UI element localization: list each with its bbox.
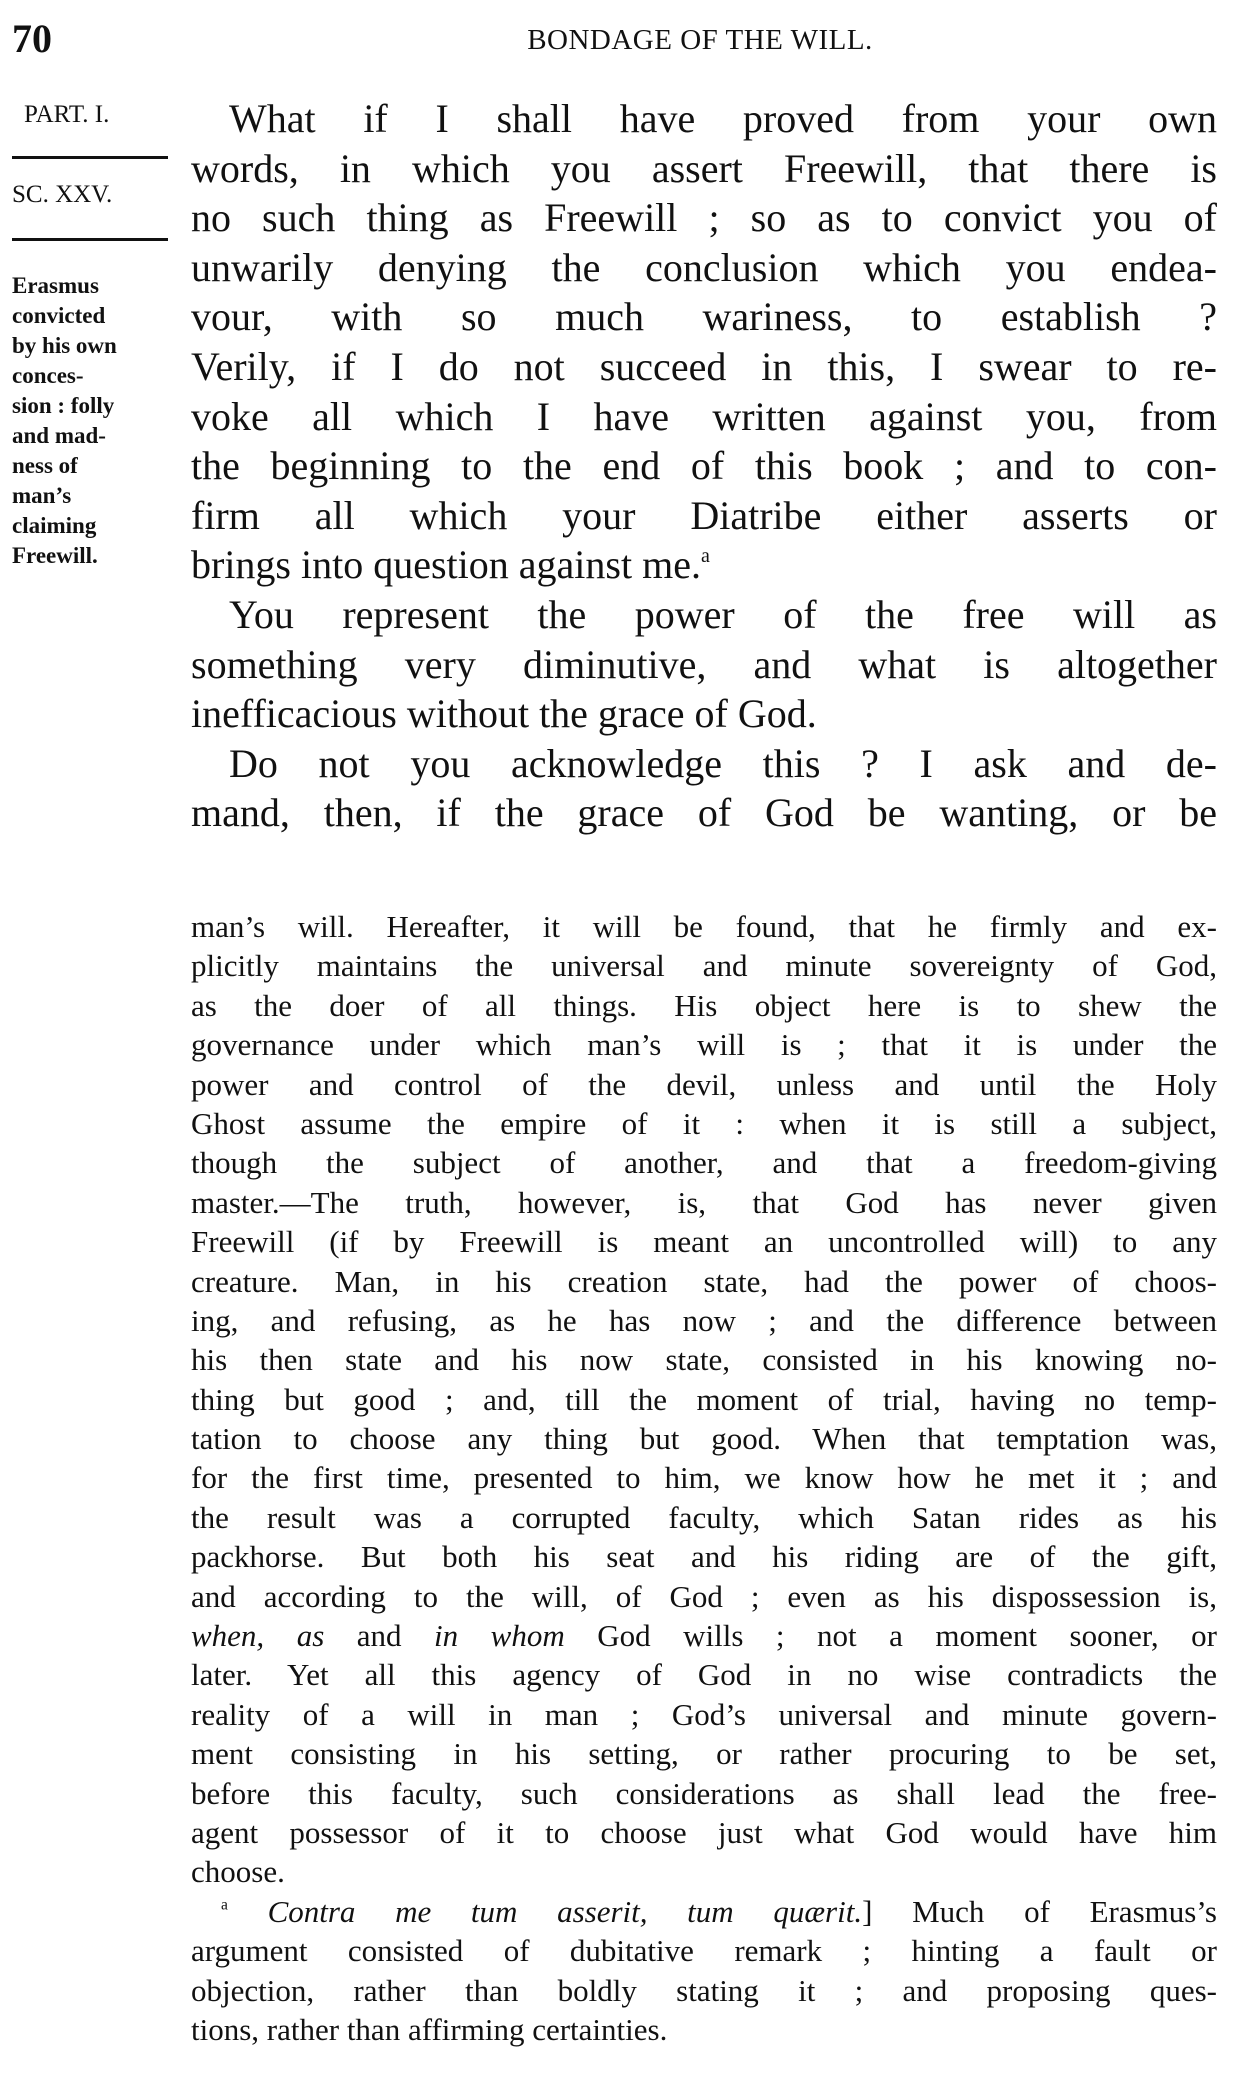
text-segment: when, as bbox=[191, 1618, 325, 1654]
text-segment: agent possessor of it to choose just what God would have him bbox=[191, 1814, 1217, 1850]
text-segment: firm all which your Diatribe either asserts or bbox=[191, 492, 1217, 538]
text-line bbox=[191, 292, 1217, 342]
marginal-note-line: man’s bbox=[12, 483, 72, 508]
main-text bbox=[191, 94, 1217, 838]
footnote-line bbox=[191, 1025, 1217, 1064]
text-segment: Ghost assume the empire of it : when it is still a subject, bbox=[191, 1105, 1217, 1141]
text-segment: master.—The truth, however, is, that God has never given bbox=[191, 1184, 1217, 1220]
text-segment: the beginning to the end of this book ; and to con- bbox=[191, 443, 1217, 489]
text-segment: vour, with so much wariness, to establish ? bbox=[191, 294, 1217, 340]
text-line bbox=[191, 491, 1217, 541]
running-title: BONDAGE OF THE WILL. bbox=[527, 24, 873, 56]
footnote-line bbox=[191, 1301, 1217, 1340]
text-line bbox=[191, 689, 1217, 739]
footnote-line bbox=[191, 1419, 1217, 1458]
text-segment: creature. Man, in his creation state, had the power of choos- bbox=[191, 1263, 1217, 1299]
text-segment: though the subject of another, and that a freedom-giving bbox=[191, 1145, 1217, 1181]
marginal-note-line: ness of bbox=[12, 453, 78, 478]
footnote-line bbox=[191, 1537, 1217, 1576]
text-segment: mand, then, if the grace of God be wanting, or be bbox=[191, 790, 1217, 836]
marginal-note bbox=[12, 271, 117, 571]
text-segment: Freewill (if by Freewill is meant an uncontrolled will) to any bbox=[191, 1224, 1217, 1260]
footnote-line bbox=[191, 1616, 1217, 1655]
text-segment: God wills ; not a moment sooner, or bbox=[564, 1618, 1218, 1654]
text-segment: inefficacious without the grace of God. bbox=[191, 691, 817, 737]
text-segment: something very diminutive, and what is altogether bbox=[191, 641, 1217, 687]
footnote-line bbox=[191, 1971, 1217, 2010]
text-segment: ing, and refusing, as he has now ; and the difference between bbox=[191, 1302, 1217, 1338]
marginal-note-line: sion : folly bbox=[12, 393, 115, 418]
footnote-line bbox=[191, 986, 1217, 1025]
text-line bbox=[191, 640, 1217, 690]
text-line bbox=[191, 392, 1217, 442]
marginal-note-line: Erasmus bbox=[12, 273, 99, 298]
text-line bbox=[191, 144, 1217, 194]
text-segment: power and control of the devil, unless and until the Holy bbox=[191, 1066, 1217, 1102]
divider bbox=[12, 238, 168, 241]
footnote-line bbox=[191, 907, 1217, 946]
text-segment: objection, rather than boldly stating it ; and proposing ques- bbox=[191, 1972, 1217, 2008]
marginal-note-line: conces- bbox=[12, 363, 84, 388]
footnote-line bbox=[191, 1065, 1217, 1104]
text-segment: What if I shall have proved from your own bbox=[229, 96, 1217, 141]
marginal-note-line: by his own bbox=[12, 333, 117, 358]
footnote-line bbox=[191, 1104, 1217, 1143]
text-line bbox=[191, 590, 1217, 640]
text-segment: Do not you acknowledge this ? I ask and de- bbox=[229, 740, 1217, 786]
text-segment: voke all which I have written against you, from bbox=[191, 393, 1217, 439]
footnote-line bbox=[191, 1852, 1217, 1891]
text-line bbox=[191, 193, 1217, 243]
section-label: SC. XXV. bbox=[12, 181, 113, 208]
footnote-line bbox=[191, 2010, 1217, 2049]
text-segment: Contra me tum asserit, tum quærit. bbox=[227, 1893, 863, 1929]
footnote-line bbox=[191, 1458, 1217, 1497]
text-line bbox=[191, 739, 1217, 789]
text-line bbox=[191, 243, 1217, 293]
text-segment: later. Yet all this agency of God in no wise contradicts the bbox=[191, 1657, 1217, 1693]
footnote-line bbox=[191, 946, 1217, 985]
footnote-line bbox=[191, 1774, 1217, 1813]
part-label: PART. I. bbox=[24, 101, 110, 128]
footnote-line bbox=[191, 1498, 1217, 1537]
text-line bbox=[191, 540, 1217, 590]
footnote-line bbox=[191, 1577, 1217, 1616]
text-segment: and bbox=[324, 1618, 435, 1654]
text-segment: packhorse. But both his seat and his riding are of the gift, bbox=[191, 1539, 1217, 1575]
text-segment: brings into question against me. bbox=[191, 542, 701, 588]
text-segment: plicitly maintains the universal and minute sovereignty of God, bbox=[191, 948, 1217, 984]
footnote-line bbox=[191, 1340, 1217, 1379]
divider bbox=[12, 156, 168, 159]
text-line bbox=[191, 94, 1217, 144]
text-segment: no such thing as Freewill ; so as to convict you of bbox=[191, 195, 1217, 241]
footnote-text bbox=[191, 907, 1217, 2049]
text-segment: tation to choose any thing but good. When that temptation was, bbox=[191, 1421, 1217, 1457]
footnote-line bbox=[191, 1655, 1217, 1694]
footnote-line bbox=[191, 1262, 1217, 1301]
text-segment: ] Much of Erasmus’s bbox=[862, 1893, 1217, 1929]
marginal-note-line: convicted bbox=[12, 303, 106, 328]
text-segment: reality of a will in man ; God’s universal and minute govern- bbox=[191, 1696, 1217, 1732]
page-number: 70 bbox=[12, 16, 52, 61]
text-segment: the result was a corrupted faculty, which Satan rides as his bbox=[191, 1499, 1217, 1535]
marginal-note-line: and mad- bbox=[12, 423, 106, 448]
footnote-line bbox=[191, 1931, 1217, 1970]
text-segment: tions, rather than affirming certainties. bbox=[191, 2011, 668, 2047]
text-segment: argument consisted of dubitative remark ; hinting a fault or bbox=[191, 1933, 1217, 1969]
text-segment: unwarily denying the conclusion which you endea- bbox=[191, 244, 1217, 290]
footnote-line bbox=[191, 1380, 1217, 1419]
footnote-marker: a bbox=[221, 1896, 228, 1914]
text-segment: his then state and his now state, consisted in his knowing no- bbox=[191, 1342, 1217, 1378]
footnote-line bbox=[191, 1183, 1217, 1222]
text-segment: words, in which you assert Freewill, that there is bbox=[191, 145, 1217, 191]
marginal-note-line: Freewill. bbox=[12, 543, 98, 568]
text-segment: as the doer of all things. His object here is to shew the bbox=[191, 987, 1217, 1023]
text-segment: in whom bbox=[434, 1618, 565, 1654]
footnote-line bbox=[191, 1813, 1217, 1852]
footnote-line bbox=[191, 1734, 1217, 1773]
text-segment: man’s will. Hereafter, it will be found, that he firmly and ex- bbox=[191, 909, 1217, 944]
text-segment: and according to the will, of God ; even as his dispossession is, bbox=[191, 1578, 1217, 1614]
footnote-line bbox=[191, 1892, 1217, 1931]
text-line bbox=[191, 342, 1217, 392]
text-segment: governance under which man’s will is ; that it is under the bbox=[191, 1027, 1217, 1063]
text-segment: Verily, if I do not succeed in this, I swear to re- bbox=[191, 343, 1217, 389]
text-segment: before this faculty, such considerations as shall lead the free- bbox=[191, 1775, 1217, 1811]
text-segment: ment consisting in his setting, or rather procuring to be set, bbox=[191, 1736, 1217, 1772]
text-line bbox=[191, 788, 1217, 838]
text-segment: for the first time, presented to him, we know how he met it ; and bbox=[191, 1460, 1217, 1496]
text-segment: choose. bbox=[191, 1854, 285, 1890]
footnote-line bbox=[191, 1143, 1217, 1182]
footnote-line bbox=[191, 1222, 1217, 1261]
text-segment: thing but good ; and, till the moment of trial, having no temp- bbox=[191, 1381, 1217, 1417]
footnote-line bbox=[191, 1695, 1217, 1734]
text-segment: You represent the power of the free will as bbox=[229, 591, 1217, 637]
marginal-note-line: claiming bbox=[12, 513, 97, 538]
footnote-marker: a bbox=[700, 545, 710, 568]
text-line bbox=[191, 441, 1217, 491]
